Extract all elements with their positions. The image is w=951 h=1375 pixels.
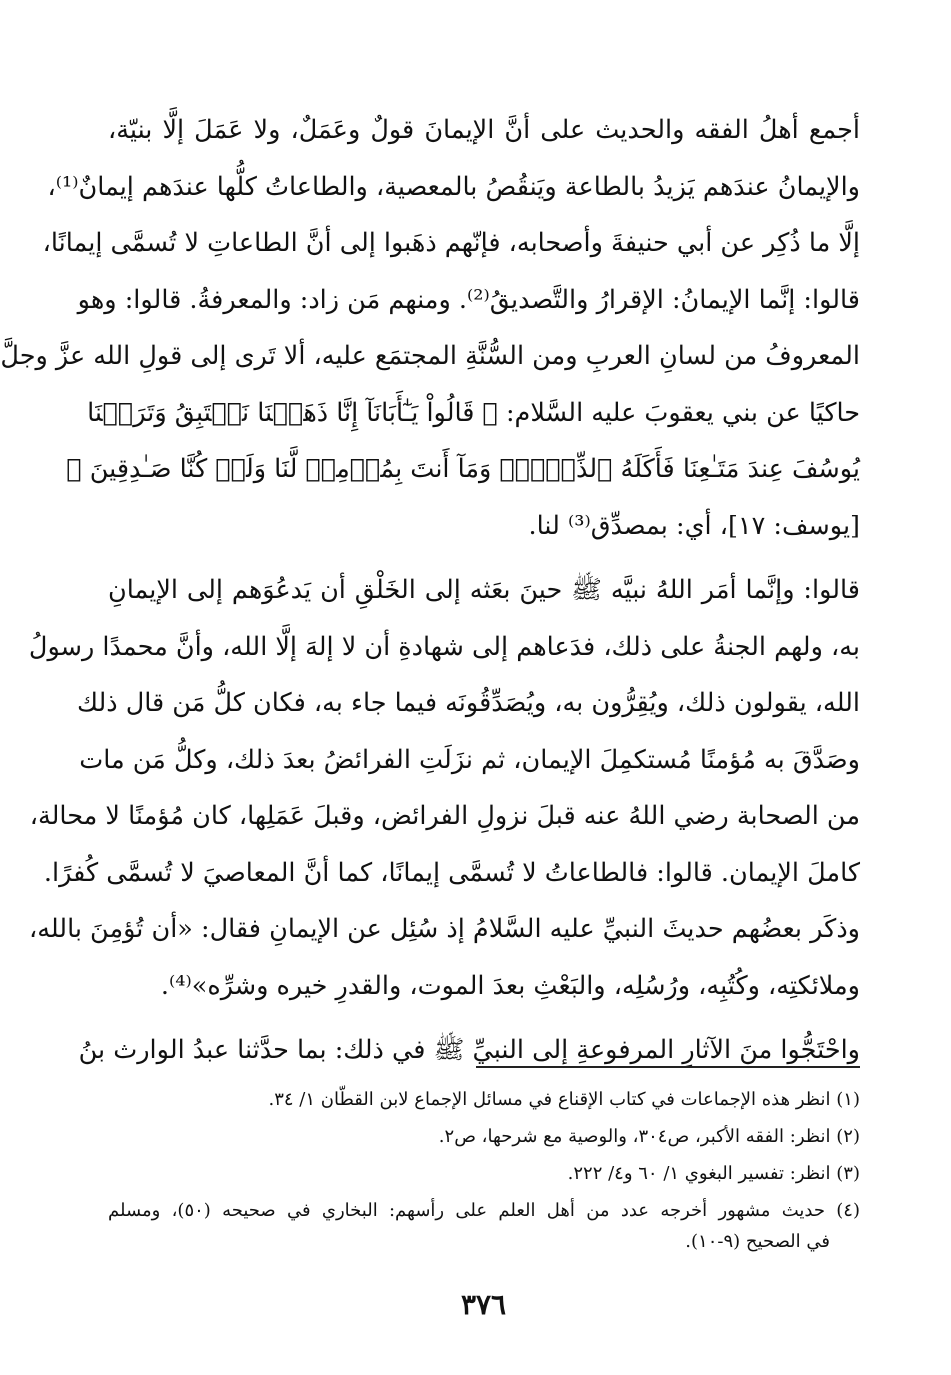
text-line: وذكَر بعضُهم حديثَ النبيِّ عليه السَّلامُ إذ سُئِل عن الإيمانِ فقال: «أن تُؤمِنَ بالله، [28, 914, 860, 944]
paragraph-2 [28, 562, 860, 1014]
main-text [0, 102, 860, 1079]
text-line: [يوسف: ١٧]، أي: بمصدِّق⁽³⁾ لنا. [528, 510, 860, 541]
footnote-2: (٢) انظر: الفقه الأكبر، ص٣٠٤، والوصية مع شرحها، ص٢. [438, 1126, 860, 1147]
text-line: الله، يقولون ذلك، ويُقِرُّون به، ويُصَدِّقُونَه فيما جاء به، فكان كلُّ مَن قال ذلك [76, 688, 860, 718]
paragraph-3 [78, 1022, 860, 1079]
paragraph-1 [0, 102, 860, 554]
quran-verse-line: يُوسُفَ عِندَ مَتَـٰعِنَا فَأَكَلَهُ ٱلذِّئۡبُۖ وَمَآ أَنتَ بِمُؤۡمِنٖ لَّنَا وَلَوۡ كُنَّا صَـٰدِقِينَ ﴾ [66, 454, 860, 484]
text-line: واحْتَجُّوا منَ الآثارِ المرفوعةِ إلى النبيِّ ﷺ في ذلك: بما حدَّثنا عبدُ الوارث بنُ [78, 1035, 860, 1065]
paragraph-gap [108, 1014, 860, 1022]
text-line: إلَّا ما ذُكِر عن أبي حنيفةَ وأصحابه، فإنّهم ذهَبوا إلى أنَّ الطاعاتِ لا تُسمَّى إيمانًا، [42, 228, 860, 258]
footnote-separator [476, 1066, 860, 1068]
text-line: من الصحابة رضي اللهُ عنه قبلَ نزولِ الفرائض، وقبلَ عَمَلِها، كان مُؤمنًا لا محالة، [29, 801, 860, 831]
footnote-1: (١) انظر هذه الإجماعات في كتاب الإقناع في مسائل الإجماع لابن القطّان ١/ ٣٤. [268, 1089, 860, 1110]
footnotes [108, 1084, 860, 1257]
footnote-4-line-1: (٤) حديث مشهور أخرجه عدد من أهل العلم على رأسهم: البخاري في صحيحه (٥٠)، ومسلم [108, 1200, 860, 1221]
text-line: والإيمانُ عندَهم يَزيدُ بالطاعة ويَنقُصُ بالمعصية، والطاعاتُ كلُّها عندَهم إيمانٌ⁽¹⁾، [47, 171, 860, 202]
text-line: قالوا: إنَّما الإيمانُ: الإقرارُ والتَّصديقُ⁽²⁾. ومنهم مَن زاد: والمعرفةُ. قالوا: وهو [77, 284, 860, 315]
text-line: وملائكتِه، وكُتُبِه، ورُسُلِه، والبَعْثِ بعدَ الموت، والقدرِ خيره وشرِّه»⁽⁴⁾. [160, 970, 860, 1001]
text-line: به، ولهم الجنةُ على ذلك، فدَعاهم إلى شهادةِ أن لا إلهَ إلَّا الله، وأنَّ محمدًا رسولُ [28, 631, 860, 662]
text-line: أجمع أهلُ الفقه والحديث على أنَّ الإيمانَ قولٌ وعَمَلٌ، ولا عَمَلَ إلَّا بنيّة، [108, 115, 860, 145]
text-line: حاكيًا عن بني يعقوبَ عليه السَّلام: ﴿ قَالُواْ يَـٰٓأَبَانَآ إِنَّا ذَهَبۡنَا نَسۡتَبِقُ وَتَرَكۡنَا [87, 397, 860, 428]
text-line: قالوا: وإنَّما أمَر اللهُ نبيَّه ﷺ حينَ بعَثه إلى الخَلْقِ أن يَدعُوَهم إلى الإيمانِ [108, 575, 860, 605]
text-line: وصَدَّقَ به مُؤمنًا مُستكمِلَ الإيمان، ثم نزَلَتِ الفرائضُ بعدَ ذلك، وكلُّ مَن مات [79, 744, 860, 775]
text-line: كاملَ الإيمان. قالوا: فالطاعاتُ لا تُسمَّى إيمانًا، كما أنَّ المعاصيَ لا تُسمَّى كُفرًا. [43, 857, 860, 888]
footnote-3: (٣) انظر: تفسير البغوي ١/ ٦٠ و٤/ ٢٢٢. [567, 1163, 860, 1184]
page-number: ٣٧٦ [460, 1288, 507, 1321]
footnote-4-line-2: في الصحيح (٩-١٠). [685, 1231, 830, 1252]
paragraph-gap [108, 554, 860, 562]
text-line: المعروفُ من لسانِ العربِ ومن السُّنَّةِ المجتمَع عليه، ألا تَرى إلى قولِ الله عزَّ وجلَّ [0, 341, 860, 371]
